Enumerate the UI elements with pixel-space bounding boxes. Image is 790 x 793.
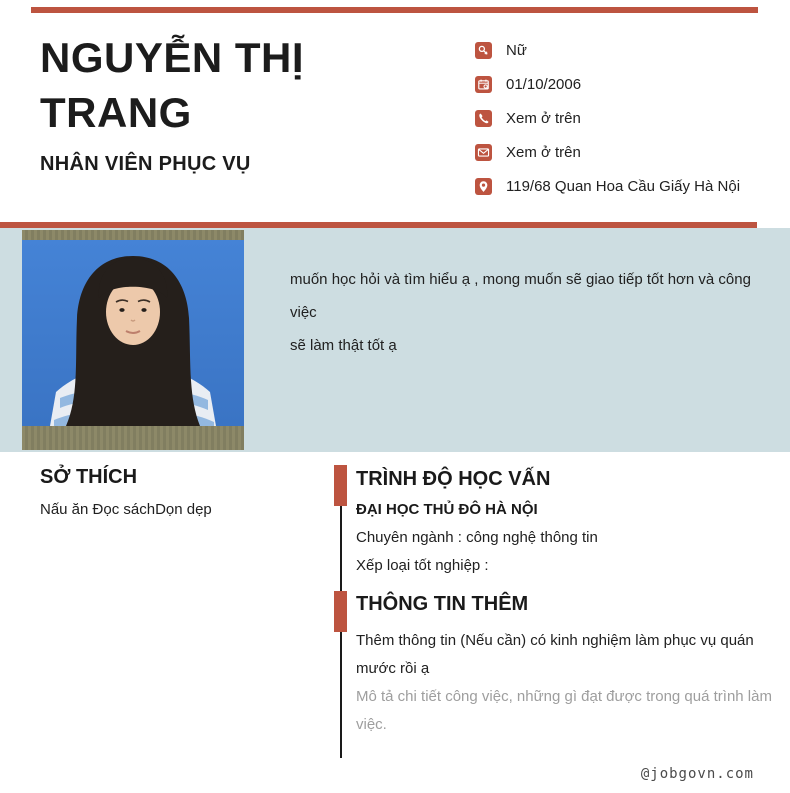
contact-row-address: [475, 169, 740, 203]
additional-line: Thêm thông tin (Nếu cần) có kinh nghiệm làm phục vụ quán: [356, 632, 754, 649]
education-heading: TRÌNH ĐỘ HỌC VẤN: [356, 468, 551, 490]
gender-value: Nữ: [506, 41, 527, 59]
additional-placeholder: [356, 683, 776, 739]
contact-row-phone: [475, 101, 740, 135]
job-title: NHÂN VIÊN PHỤC VỤ: [40, 153, 251, 175]
additional-heading: THÔNG TIN THÊM: [356, 593, 529, 615]
placeholder-line: việc.: [356, 716, 387, 733]
education-grade: Xếp loại tốt nghiệp :: [356, 557, 489, 574]
profile-photo: [22, 230, 244, 450]
additional-section-marker: [334, 591, 347, 632]
portrait-illustration: [22, 240, 244, 426]
objective-line: muốn học hỏi và tìm hiểu ạ , mong muốn sẽ giao tiếp tốt hơn và công việc: [290, 271, 751, 321]
candidate-name: NGUYỄN THỊ TRANG: [40, 34, 305, 136]
site-watermark: @jobgovn.com: [640, 766, 754, 782]
address-value: 119/68 Quan Hoa Cầu Giấy Hà Nội: [506, 177, 741, 195]
career-objective: [290, 263, 770, 362]
phone-value: Xem ở trên: [506, 109, 581, 127]
contact-row-birthday: [475, 67, 740, 101]
placeholder-line: Mô tả chi tiết công việc, những gì đạt được trong quá trình làm: [356, 688, 772, 705]
additional-text: [356, 627, 776, 683]
gender-icon: [475, 42, 492, 59]
education-section-marker: [334, 465, 347, 506]
calendar-icon: [475, 76, 492, 93]
objective-line: sẽ làm thật tốt ạ: [290, 337, 397, 354]
contact-row-gender: [475, 33, 740, 67]
email-value: Xem ở trên: [506, 143, 581, 161]
contact-list: [475, 33, 740, 203]
mail-icon: [475, 144, 492, 161]
education-major: Chuyên ngành : công nghệ thông tin: [356, 529, 598, 546]
location-icon: [475, 178, 492, 195]
hobbies-text: Nấu ăn Đọc sáchDọn dẹp: [40, 501, 212, 518]
additional-line: mước rồi ạ: [356, 660, 430, 677]
photo-backdrop: [22, 240, 244, 426]
hobbies-heading: SỞ THÍCH: [40, 466, 138, 488]
summary-band: [0, 228, 790, 452]
contact-row-email: [475, 135, 740, 169]
birthday-value: 01/10/2006: [506, 75, 582, 93]
top-accent-bar: [31, 7, 758, 13]
phone-icon: [475, 110, 492, 127]
education-school: ĐẠI HỌC THỦ ĐÔ HÀ NỘI: [356, 501, 538, 518]
